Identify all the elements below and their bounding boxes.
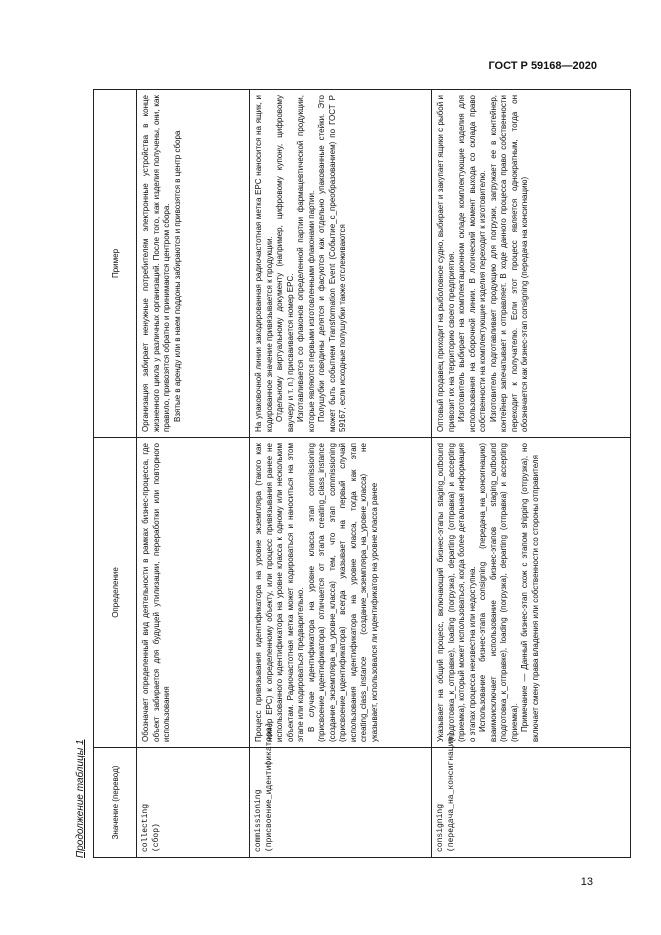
value-translation: (передача_на_консигнацию)	[446, 731, 456, 852]
value-code: consigning	[436, 803, 445, 852]
definition-cell	[432, 438, 631, 748]
example-paragraph: Организация забирает ненужные потребителям электронные устройства в конце жизненного цикла у различных организаций. После того, как изделия получены, они, как правило, привозятся обратно и принимаются центром сбора.	[141, 95, 172, 432]
definition-paragraph: Использование бизнес-этапа consigning (передача_на_консигнацию) взаимоисключает использование бизнес-этапов staging_outbound (подготовка_к_отправке), loading (погрузка), departing (отправка) и accepting (приемка).	[478, 443, 519, 742]
example-paragraph: Взятые в аренду или в наем поддоны забираются и привозятся в центр сбора	[172, 130, 182, 422]
rotated-table-area	[73, 90, 595, 858]
column-header-definition: Определение	[94, 438, 137, 748]
example-cell	[250, 90, 432, 438]
example-paragraph: Изготавливается со флаконов определенной партии фармацевтической продукции, которые являются первыми изготовленными флаконами партии.	[296, 95, 316, 432]
example-cell	[137, 90, 250, 438]
value-cell	[137, 748, 250, 858]
example-cell	[432, 90, 631, 438]
definition-paragraph: Указывает на общий процесс, включающий бизнес-этапы staging_outbound (подготовка_к_отправке), loading (погрузка), departing (отправка) и accepting (приемка), который может использоваться, когда более детальная информация о этапах процесса неизвестна или недоступна.	[436, 443, 477, 742]
definition-cell	[137, 438, 250, 748]
value-cell	[250, 722, 432, 858]
table-row	[137, 90, 250, 858]
table-row	[432, 90, 631, 858]
value-code: commissioning	[254, 789, 263, 852]
page-number: 13	[580, 876, 593, 888]
example-paragraph: Отдельному виртуальному документу (например, цифровому купону, цифровому ваучеру и т. п.) присваивается номер EPC.	[275, 95, 295, 432]
definition-paragraph: Процесс привязывания идентификатора на уровне экземпляра (такого как номер EPC) к определенному объекту, или процесс привязывания ранее не использованного идентификатора на уровне класса к одному или нескольким объектам. Радиочастотная метка может кодироваться и наноситься на этом этапе или кодироваться предварительно.	[254, 443, 306, 742]
definition-cell	[250, 438, 432, 748]
document-header: ГОСТ Р 59168—2020	[488, 60, 597, 72]
vocabulary-table	[93, 89, 631, 858]
example-paragraph: Полушубки говядины делятся и фасуются как отдельно упакованные стейки. Это может быть событием Transformation Event (Событие_с_преобразованием) по ГОСТ Р 59167, если исходные полушубки также отслеживаются	[317, 95, 348, 432]
column-header-value: Значение (перевод)	[94, 748, 137, 858]
column-header-example: Пример	[94, 90, 137, 438]
definition-paragraph: Обозначает определенный вид деятельности в рамках бизнес-процесса, где объект забирается для будущей утилизации, переработки или повторного использования	[141, 443, 172, 742]
example-paragraph: На упаковочной линии закодированная радиочастотная метка EPC наносится на ящик, и кодированное значение привязывается к продукции.	[254, 95, 274, 432]
definition-paragraph: В случае идентификатора на уровне класса этап commissioning (присвоение_идентификатора) отличается от этапа creating_class_instance (создание_экземпляра_на_уровне_класса) тем, что этап commissioning (присвоение_идентификатора) всегда указывает на первый случай использования идентификатора на уровне класса, тогда как этап creating_class_instance (создание_экземпляра_на_уровне_класса) не указывает, использовался ли идентификатор на уровне класса ранее	[306, 443, 380, 742]
table-header-row	[94, 90, 137, 858]
table-caption: Продолжение таблицы 1	[75, 739, 86, 858]
example-paragraph: Оптовый продавец приходит на рыболовное судно, выбирает и закупает ящики с рыбой и привозит их на территорию своего предприятия.	[436, 95, 456, 432]
example-paragraph: Изготовитель выбирает на комплектационном складе комплектующие изделия для использования на сборочной линии. В логический момент выхода со склада право собственности на комплектующие изделия переходит к изготовителю.	[457, 95, 488, 432]
table-row	[250, 90, 432, 858]
value-cell	[432, 731, 631, 858]
value-translation: (сбор)	[151, 823, 161, 852]
rotated-content	[73, 90, 595, 858]
definition-note: Примечание — Данный бизнес-этап схож с этапом shipping (отгрузка), но включает смену права владения или собственности со стороны отправителя	[520, 443, 540, 742]
value-translation: (присвоение_идентификатора)	[264, 722, 274, 852]
value-code: collecting	[141, 803, 150, 852]
example-paragraph: Изготовитель подготавливает продукцию для погрузки, загружает ее в контейнер, контейнер запечатывает и отправляет. В ходе данного процесса право собственности переходит к получателю. Если этот процесс является однократным, тогда он обозначается как бизнес-этап consigning (передача на консигнацию)	[488, 95, 530, 432]
